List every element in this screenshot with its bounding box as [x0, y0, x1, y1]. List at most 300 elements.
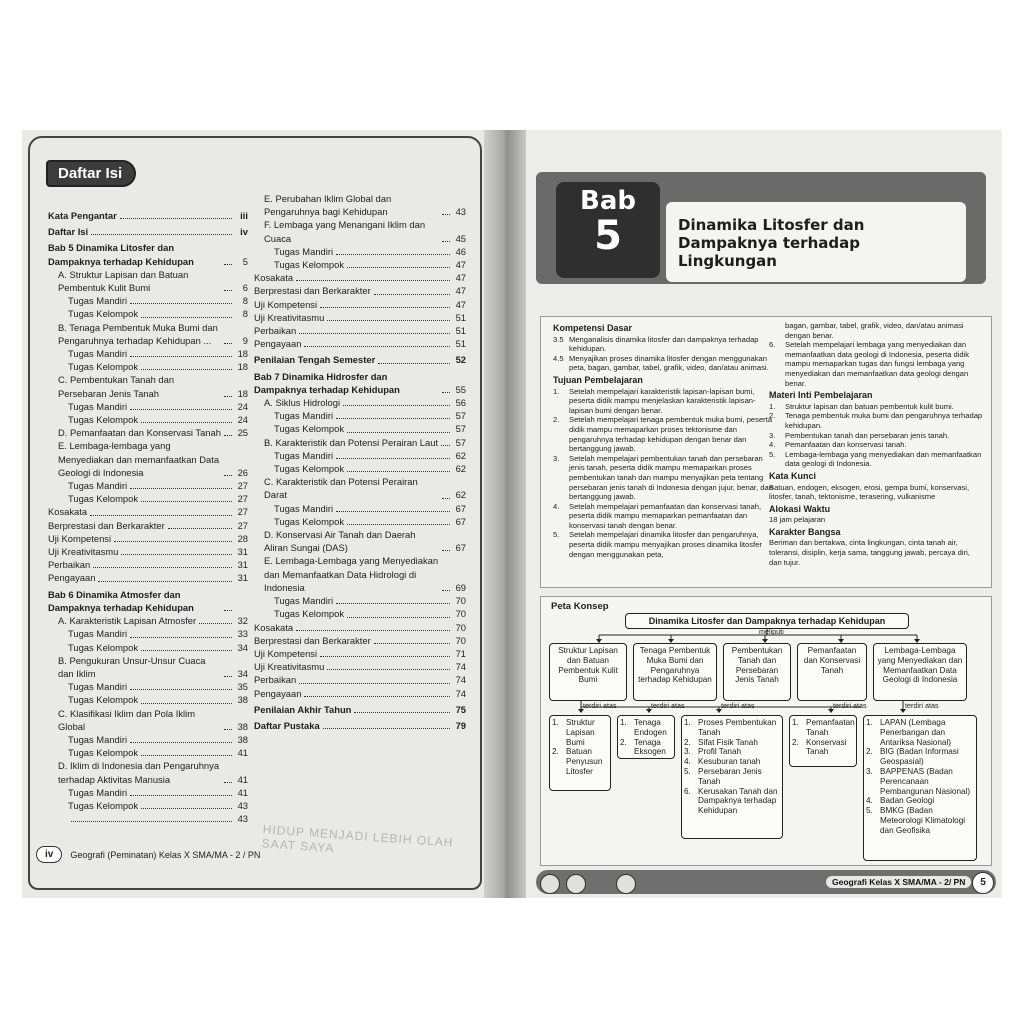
toc-entry-title: Tugas Mandiri [68, 480, 128, 492]
toc-entry-leader [130, 409, 232, 410]
toc-entry-leader [336, 511, 450, 512]
toc-entry-title: Perbaikan [254, 325, 297, 337]
left-footer [36, 846, 260, 863]
toc-entry-leader [141, 317, 232, 318]
concept-subitem [866, 718, 974, 747]
toc-entry-leader [336, 603, 450, 604]
concept-subitem [684, 718, 780, 738]
toc-entry-title: Tugas Mandiri [68, 628, 128, 640]
concept-subitem-number: 6. [684, 786, 691, 796]
toc-entry-leader [299, 333, 450, 334]
toc-entry-leader [347, 267, 450, 268]
right-footer-text: Geografi Kelas X SMA/MA - 2/ PN [826, 876, 971, 888]
kompetensi-item-text: Menyajikan proses dinamika litosfer dengan menggunakan peta, bagan, gambar, tabel, grafik, video, dan/atau animasi. [569, 353, 769, 373]
toc-entry-title: D. Pemanfaatan dan Konservasi Tanah [58, 427, 221, 439]
concept-subitem [866, 806, 974, 835]
toc-entry-page: 25 [237, 427, 248, 439]
toc-entry-page: 67 [455, 515, 466, 527]
concept-subitem-text: Tenaga Endogen [634, 718, 667, 737]
left-page [22, 130, 484, 898]
toc-entry [48, 654, 248, 680]
toc-entry-title: Uji Kompetensi [48, 532, 112, 544]
terdiri-atas-label-5: terdiri atas [905, 701, 939, 710]
toc-entry [48, 307, 248, 320]
toc-entry-page: 38 [237, 694, 248, 706]
toc-entry-leader [120, 218, 232, 219]
terdiri-atas-label-2: terdiri atas [651, 701, 685, 710]
toc-entry-leader [168, 528, 232, 529]
toc-entry-leader [378, 363, 450, 364]
toc-entry [48, 558, 248, 571]
toc-entry-page: 32 [237, 615, 248, 627]
tujuan-item-text: Setelah mempelajari pemanfaatan dan konservasi tanah, peserta didik mampu memaparkan pemanfaatan dan konservasi tanah dengan benar. [569, 501, 762, 530]
toc-entry-title: Bab 5 Dinamika Litosfer dan Dampaknya terhadap Kehidupan [48, 242, 194, 267]
toc-entry-leader [224, 290, 232, 291]
toc-entry-leader [442, 241, 450, 242]
toc-entry [48, 426, 248, 439]
toc-entry-page: 47 [455, 298, 466, 310]
toc-entry-page: 26 [237, 466, 248, 478]
toc-entry [48, 759, 248, 785]
toc-entry-page: 31 [237, 546, 248, 558]
left-footer-text: Geografi (Peminatan) Kelas X SMA/MA - 2 / PN [70, 849, 261, 860]
toc-entry-title: Tugas Mandiri [274, 410, 334, 422]
concept-subitem-text: BMKG (Badan Meteorologi Klimatologi dan Geofisika [880, 806, 966, 835]
toc-entry [254, 673, 466, 686]
concept-subitem-number: 1. [552, 718, 559, 727]
toc-entry [48, 492, 248, 505]
toc-entry-leader [141, 755, 232, 756]
toc-entry-title: Tugas Kelompok [68, 694, 139, 706]
toc-entry-leader [130, 689, 232, 690]
toc-entry-title: F. Lembaga yang Menangani Iklim dan Cuaca [264, 219, 426, 244]
toc-entry-title: Tugas Mandiri [68, 348, 128, 360]
toc-entry [254, 409, 466, 422]
toc-entry [48, 225, 248, 238]
toc-entry-leader [224, 475, 232, 476]
toc-entry [48, 641, 248, 654]
toc-entry-leader [442, 392, 450, 393]
toc-entry-leader [304, 696, 450, 697]
tujuan-item-number: 2. [553, 415, 560, 425]
toc-entry-page: 75 [455, 703, 466, 715]
concept-subitem-number: 4. [684, 757, 691, 767]
toc-entry-title: Tugas Kelompok [274, 608, 345, 620]
toc-entry-page: 51 [455, 325, 466, 337]
toc-entry [48, 373, 248, 399]
toc-entry [48, 707, 248, 733]
toc-entry [48, 786, 248, 799]
toc-entry-title: Berprestasi dan Berkarakter [254, 634, 371, 646]
toc-entry-page: 51 [455, 338, 466, 350]
toc-entry-title: Kosakata [254, 621, 294, 633]
toc-entry-leader [354, 712, 450, 713]
kompetensi-item-number: 3.5 [553, 334, 564, 344]
toc-entry-title: A. Karakteristik Lapisan Atmosfer [58, 615, 197, 627]
toc-entry [254, 436, 466, 449]
concept-subitem-number: 2. [552, 747, 559, 757]
materi-item-number: 1. [769, 401, 776, 411]
toc-entry-title: Kata Pengantar [48, 210, 117, 221]
concept-subitem-text: Batuan Penyusun Litosfer [566, 747, 603, 776]
toc-entry-leader [224, 676, 232, 677]
toc-entry-page: 27 [237, 480, 248, 492]
footer-circle-icon [540, 874, 560, 894]
concept-sublist-2 [617, 715, 675, 759]
materi-item-number: 3. [769, 430, 776, 440]
toc-entry-page: 34 [237, 667, 248, 679]
toc-entry [254, 422, 466, 435]
toc-entry-page: 47 [455, 285, 466, 297]
concept-subitem-text: Profil Tanah [698, 747, 742, 757]
toc-entry [254, 353, 466, 366]
toc-entry-title: A. Siklus Hidrologi [264, 397, 341, 409]
toc-header: Daftar Isi [46, 160, 136, 187]
tujuan-title: Tujuan Pembelajaran [553, 374, 643, 385]
toc-entry-page: 62 [455, 463, 466, 475]
toc-entry-title: Perbaikan [48, 559, 91, 571]
toc-entry-page: 74 [455, 674, 466, 686]
concept-subitem [684, 747, 780, 757]
toc-entry-page: 62 [455, 449, 466, 461]
concept-subitem-number: 5. [684, 766, 691, 776]
concept-subitem-number: 2. [792, 737, 799, 747]
tujuan-item [553, 530, 775, 559]
toc-entry-page: 79 [455, 719, 466, 731]
toc-entry [254, 634, 466, 647]
footer-circle-icon [616, 874, 636, 894]
toc-entry-title: Uji Kompetensi [254, 298, 318, 310]
toc-entry-leader [374, 294, 450, 295]
chapter-badge [556, 182, 660, 278]
materi-item-number: 5. [769, 449, 776, 459]
toc-entry [48, 532, 248, 545]
info-column-left [553, 321, 775, 559]
toc-entry [48, 400, 248, 413]
toc-entry-page: 28 [237, 532, 248, 544]
tujuan-item [553, 415, 775, 453]
concept-subitem-number: 1. [684, 718, 691, 727]
toc-entry [254, 515, 466, 528]
toc-entry-leader [93, 567, 232, 568]
materi-item-text: Tenaga pembentuk muka bumi dan pengaruhnya terhadap kehidupan. [785, 411, 983, 430]
tujuan-item-text: Setelah mempelajari tenaga pembentuk muka bumi, peserta didik mampu memaparkan proses tektonisme dan pengaruhnya terhadap kehidupan dengan benar dan bertanggung jawab. [569, 415, 773, 454]
concept-sublist-3 [681, 715, 783, 839]
toc-entry-leader [224, 343, 232, 344]
toc-entry-leader [141, 369, 232, 370]
toc-entry [48, 812, 248, 825]
terdiri-atas-label-1: terdiri atas [583, 701, 617, 710]
toc-entry-page: 57 [455, 423, 466, 435]
toc-entry [48, 360, 248, 373]
concept-subitem-text: Konservasi Tanah [806, 737, 847, 757]
toc-entry-title: Tugas Kelompok [68, 799, 139, 811]
toc-entry-leader [224, 396, 232, 397]
toc-entry [254, 324, 466, 337]
toc-entry [254, 528, 466, 554]
toc-entry-title: E. Perubahan Iklim Global dan Pengaruhnya bagi Kehidupan [264, 193, 392, 218]
toc-entry-title: Tugas Mandiri [68, 786, 128, 798]
toc-entry [48, 505, 248, 518]
chapter-word: Bab [580, 186, 636, 216]
toc-entry-title: Pengayaan [48, 572, 96, 584]
toc-entry-page: 47 [455, 259, 466, 271]
toc-entry-page: 27 [237, 506, 248, 518]
toc-entry-page: 62 [455, 489, 466, 501]
toc-entry-title: Tugas Kelompok [68, 641, 139, 653]
toc-entry-leader [347, 617, 450, 618]
chapter-number: 5 [594, 213, 622, 259]
tujuan-item [553, 454, 775, 502]
toc-entry-title: C. Pembentukan Tanah dan Persebaran Jenis Tanah [58, 374, 175, 399]
kompetensi-title: Kompetensi Dasar [553, 323, 633, 333]
toc-entry-title: B. Pengukuran Unsur-Unsur Cuaca dan Iklim [58, 654, 206, 679]
toc-entry [48, 627, 248, 640]
tujuan-item-text: Setelah mempelajari pembentukan tanah dan persebaran jenis tanah, peserta didik mampu memaparkan proses pembentukan tanah dan mampu menyajikan peta tentang persebaran jenis tanah di Indonesia dengan jujur, benar, dan bertanggung jawab. [569, 453, 773, 502]
toc-entry-leader [130, 488, 232, 489]
toc-entry-page: 70 [455, 595, 466, 607]
toc-entry-page: 35 [237, 681, 248, 693]
concept-subitem-text: Sifat Fisik Tanah [698, 737, 758, 747]
toc-entry [254, 449, 466, 462]
terdiri-atas-label-3: terdiri atas [721, 701, 755, 710]
toc-entry-title: Penilaian Tengah Semester [254, 354, 376, 366]
toc-entry-title: C. Karakteristik dan Potensi Perairan Darat [264, 476, 418, 501]
tujuan-item-text: Setelah mempelajari dinamika litosfer dan pengaruhnya, peserta didik mampu menyajikan proses dinamika litosfer dengan menggunakan peta, [569, 530, 762, 559]
toc-entry-page: 57 [455, 436, 466, 448]
toc-entry-page: 70 [455, 634, 466, 646]
concept-sublist-4 [789, 715, 857, 767]
karakter-title: Karakter Bangsa [769, 526, 841, 537]
toc-entry-leader [374, 643, 450, 644]
materi-item-number: 2. [769, 411, 776, 421]
toc-entry [48, 693, 248, 706]
toc-entry [48, 571, 248, 584]
toc-entry [254, 284, 466, 297]
materi-item-text: Pembentukan tanah dan persebaran jenis tanah. [785, 430, 950, 440]
toc-entry-title: Tugas Mandiri [68, 295, 128, 307]
toc-entry-title: Penilaian Akhir Tahun [254, 703, 352, 715]
terdiri-atas-label-4: terdiri atas [833, 701, 867, 710]
toc-entry-title: D. Konservasi Air Tanah dan Daerah Aliran Sungai (DAS) [264, 529, 416, 554]
concept-node-3: Pembentukan Tanah dan Persebaran Jenis Tanah [723, 643, 791, 701]
materi-item [769, 402, 983, 412]
toc-entry-leader [343, 405, 450, 406]
toc-entry-leader [224, 435, 232, 436]
toc-entry-leader [114, 541, 232, 542]
toc-entry-title: B. Karakteristik dan Potensi Perairan Laut [264, 436, 439, 448]
toc-entry-title: Daftar Pustaka [254, 719, 320, 731]
toc-entry [254, 271, 466, 284]
concept-subitem-text: Badan Geologi [880, 796, 935, 806]
toc-entry-title: Berprestasi dan Berkarakter [48, 519, 165, 531]
concept-subitem-text: Proses Pembentukan Tanah [698, 718, 777, 737]
toc-entry-page: 5 [242, 255, 248, 267]
concept-sublist-1 [549, 715, 611, 791]
toc-entry-leader [224, 729, 232, 730]
toc-entry-leader [141, 422, 232, 423]
toc-entry-page: 41 [237, 786, 248, 798]
toc-entry-leader [442, 550, 450, 551]
toc-entry-title: Bab 7 Dinamika Hidrosfer dan Dampaknya terhadap Kehidupan [254, 370, 400, 395]
toc-entry-title: Tugas Mandiri [274, 595, 334, 607]
concept-subitem-number: 3. [866, 766, 873, 776]
toc-entry-page: 24 [237, 400, 248, 412]
toc-entry-leader [320, 307, 450, 308]
toc-entry-page: 70 [455, 608, 466, 620]
tujuan-continuation: bagan, gambar, tabel, grafik, video, dan/atau animasi dengan benar. [785, 321, 964, 340]
toc-entry-page: 18 [237, 387, 248, 399]
concept-map [540, 596, 992, 866]
toc-entry [48, 209, 248, 222]
concept-subitem [552, 747, 608, 776]
toc-entry-page: 55 [455, 383, 466, 395]
info-column-right [769, 321, 983, 567]
concept-subitem [792, 718, 854, 738]
concept-subitem-text: BIG (Badan Informasi Geospasial) [880, 747, 959, 767]
toc-entry-leader [141, 501, 232, 502]
toc-entry-leader [347, 524, 450, 525]
toc-entry-page: 18 [237, 348, 248, 360]
toc-entry-leader [347, 471, 450, 472]
right-page [526, 130, 1002, 898]
toc-entry-leader [442, 498, 450, 499]
toc-entry-title: Tugas Mandiri [68, 681, 128, 693]
toc-entry-page: 57 [455, 410, 466, 422]
materi-item [769, 440, 983, 450]
toc-entry-page: 67 [455, 542, 466, 554]
toc-entry-title: Tugas Kelompok [68, 493, 139, 505]
toc-entry-title: Tugas Mandiri [68, 400, 128, 412]
materi-title: Materi Inti Pembelajaran [769, 390, 873, 401]
toc-entry [254, 475, 466, 501]
meliputi-label: meliputi [759, 627, 784, 636]
toc-entry [254, 370, 466, 396]
toc-entry-leader [327, 669, 450, 670]
chapter-title: Dinamika Litosfer dan Dampaknya terhadap Lingkungan [678, 216, 865, 270]
toc-entry-page: 41 [237, 773, 248, 785]
toc-entry-leader [130, 637, 232, 638]
kompetensi-item-number: 4.5 [553, 353, 564, 363]
toc-entry [48, 241, 248, 267]
toc-entry [254, 462, 466, 475]
toc-entry-page: 69 [455, 581, 466, 593]
toc-entry-page: 52 [455, 354, 466, 366]
toc-entry-page: 43 [455, 206, 466, 218]
toc-entry-title: Uji Kompetensi [254, 647, 318, 659]
toc-entry-leader [442, 214, 450, 215]
materi-list [769, 402, 983, 469]
toc-entry-leader [441, 445, 450, 446]
toc-entry-leader [296, 630, 450, 631]
tujuan-list [553, 387, 775, 560]
concept-subitem-text: Pemanfaatan Tanah [806, 718, 855, 737]
toc-entry [254, 687, 466, 700]
concept-node-2: Tenaga Pembentuk Muka Bumi dan Pengaruhnya terhadap Kehidupan [633, 643, 717, 701]
toc-entry-title: Berprestasi dan Berkarakter [254, 285, 371, 297]
info-box [540, 316, 992, 588]
toc-entry-title: Tugas Kelompok [68, 361, 139, 373]
toc-entry-leader [327, 320, 450, 321]
toc-entry-page: 43 [237, 813, 248, 825]
toc-entry [254, 502, 466, 515]
concept-node-1: Struktur Lapisan dan Batuan Pembentuk Kulit Bumi [549, 643, 627, 701]
toc-entry-title: Bab 6 Dinamika Atmosfer dan Dampaknya terhadap Kehidupan [48, 588, 194, 613]
toc-entry-page: 43 [237, 799, 248, 811]
toc-column-right [254, 192, 466, 732]
toc-entry-leader [336, 458, 450, 459]
toc-entry-leader [320, 656, 450, 657]
toc-entry-leader [91, 234, 232, 235]
concept-subitem [866, 747, 974, 767]
tujuan-item-text: Setelah mempelajari karakteristik lapisan-lapisan bumi, peserta didik mampu menjelaskan karakteristik lapisan-lapisan bumi dengan benar. [569, 386, 756, 415]
toc-entry-leader [130, 303, 232, 304]
concept-subitem-number: 3. [684, 747, 691, 757]
toc-entry-page: 51 [455, 311, 466, 323]
concept-subitem-number: 5. [866, 806, 873, 816]
toc-entry-page: 8 [242, 308, 248, 320]
toc-entry [254, 337, 466, 350]
toc-entry-title: Tugas Kelompok [274, 259, 345, 271]
toc-entry-leader [71, 821, 232, 822]
concept-subitem [684, 787, 780, 816]
karakter-text: Beriman dan bertakwa, cinta lingkungan, cinta tanah air, toleransi, disiplin, kerja sama, tanggung jawab, percaya diri, dan tujur. [769, 538, 970, 567]
toc-entry-page: 34 [237, 641, 248, 653]
materi-item-text: Pemanfaatan dan konservasi tanah. [785, 440, 907, 450]
toc-entry-leader [224, 264, 232, 265]
left-page-number: iv [36, 846, 62, 863]
toc-entry-leader [336, 418, 450, 419]
toc-entry [254, 660, 466, 673]
kompetensi-list [553, 335, 775, 373]
toc-entry-leader [130, 356, 232, 357]
toc-entry-title: Kosakata [254, 272, 294, 284]
toc-entry-page: 6 [242, 282, 248, 294]
toc-entry-leader [304, 346, 450, 347]
toc-entry-leader [130, 795, 232, 796]
concept-subitem-number: 2. [620, 737, 627, 747]
toc-entry-page: 9 [242, 334, 248, 346]
toc-entry [254, 218, 466, 244]
toc-entry [48, 268, 248, 294]
concept-subitem-text: Kerusakan Tanah dan Dampaknya terhadap Kehidupan [698, 786, 778, 816]
toc-entry-leader [98, 581, 232, 582]
toc-entry [254, 298, 466, 311]
toc-entry-page: 56 [455, 397, 466, 409]
concept-subitem-text: Tenaga Eksogen [634, 737, 666, 757]
toc-entry-title: Tugas Kelompok [274, 423, 345, 435]
toc-entry-title: Pengayaan [254, 338, 302, 350]
toc-entry [254, 719, 466, 732]
concept-subitem-number: 1. [620, 718, 627, 727]
toc-entry-page: iv [240, 226, 248, 238]
toc-entry-page: iii [240, 210, 248, 221]
toc-entry-leader [141, 703, 232, 704]
concept-subitem [620, 718, 672, 738]
concept-subitem-number: 1. [866, 718, 873, 727]
toc-entry-page: 31 [237, 559, 248, 571]
concept-node-5: Lembaga-Lembaga yang Menyediakan dan Memanfaatkan Data Geologi di Indonesia [873, 643, 967, 701]
tujuan-item-6-text: Setelah mempelajari lembaga yang menyediakan dan memanfaatkan data geologi di Indonesia, peserta didik mampu memaparkan tugas dan fungsi lembaga yang menyediakan dan memanfaatkan data geologi dengan benar. [785, 340, 970, 388]
tujuan-item-number: 5. [553, 530, 560, 540]
concept-subitem [866, 796, 974, 806]
concept-subitem [792, 738, 854, 758]
toc-entry [48, 347, 248, 360]
toc-entry [48, 588, 248, 614]
toc-entry-leader [141, 650, 232, 651]
toc-entry [254, 594, 466, 607]
toc-entry-page: 45 [455, 232, 466, 244]
